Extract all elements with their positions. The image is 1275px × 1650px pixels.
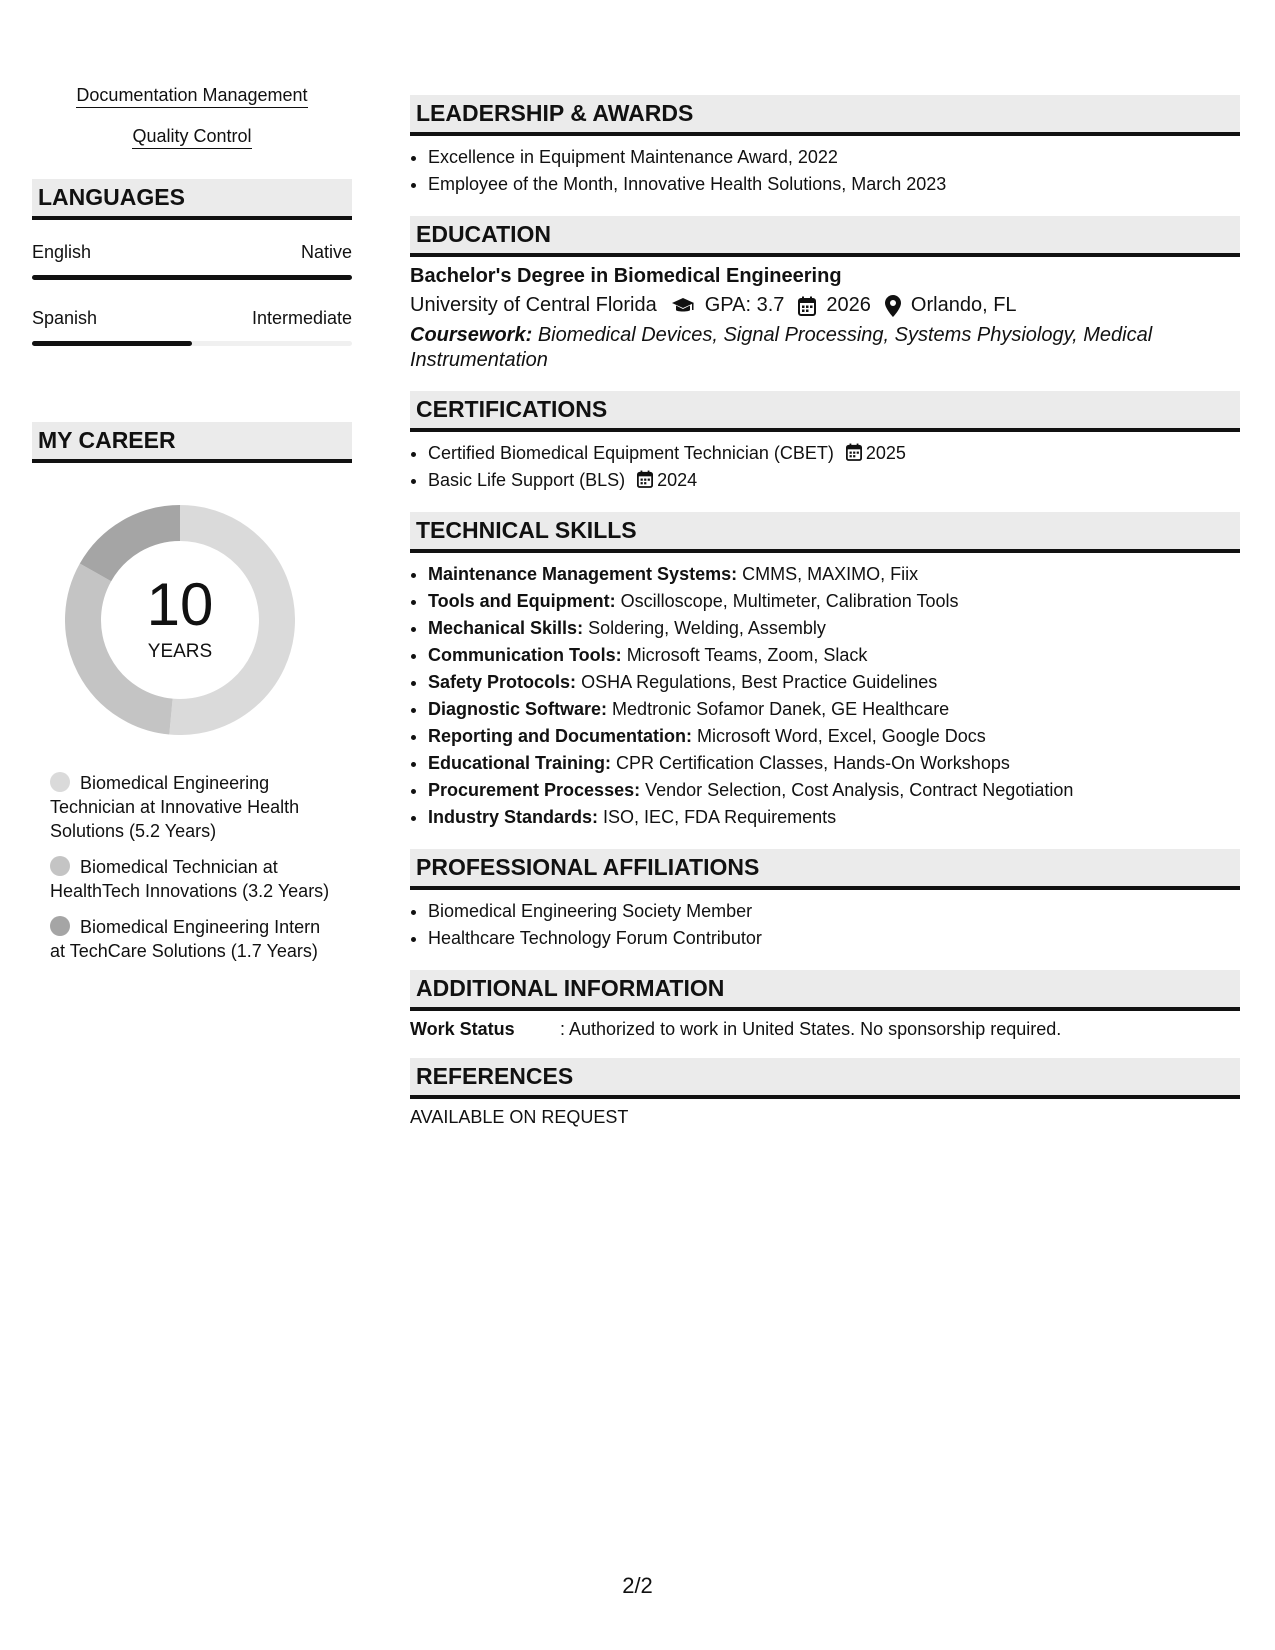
degree-title: Bachelor's Degree in Biomedical Engineering — [410, 265, 842, 287]
work-status-value: : Authorized to work in United States. No sponsorship required. — [560, 1019, 1062, 1039]
list-item: • Healthcare Technology Forum Contributor — [428, 925, 1240, 952]
school-name: University of Central Florida — [410, 294, 657, 316]
education-section — [410, 216, 1240, 373]
right-column — [410, 95, 1240, 1146]
work-status-label: Work Status — [410, 1019, 515, 1039]
list-item: • Biomedical Engineering Society Member — [428, 898, 1240, 925]
language-row — [32, 242, 352, 263]
coursework-list: Biomedical Devices, Signal Processing, Systems Physiology, Medical Instrumentation — [410, 324, 1153, 371]
language-bar-fill — [32, 341, 192, 346]
list-item: • Diagnostic Software: Medtronic Sofamor Danek, GE Healthcare — [428, 696, 1240, 723]
skill-item: Documentation Management — [32, 85, 352, 106]
languages-heading: LANGUAGES — [32, 179, 352, 220]
list-item: • Educational Training: CPR Certification Classes, Hands-On Workshops — [428, 750, 1240, 777]
career-donut-chart — [65, 505, 295, 735]
certification-year: 2024 — [657, 470, 698, 490]
language-bar — [32, 275, 352, 280]
language-name: Spanish — [32, 308, 98, 328]
technical-skills-list — [410, 561, 1240, 831]
language-bar — [32, 341, 352, 346]
calendar-icon — [798, 296, 816, 316]
map-pin-icon — [885, 295, 901, 317]
list-item: • Procurement Processes: Vendor Selection, Cost Analysis, Contract Negotiation — [428, 777, 1240, 804]
affiliations-section — [410, 849, 1240, 952]
calendar-icon — [846, 443, 862, 461]
certification-year: 2025 — [865, 443, 906, 463]
school-location: Orlando, FL — [910, 294, 1017, 316]
donut-segment — [95, 523, 180, 572]
references-text: AVAILABLE ON REQUEST — [410, 1107, 629, 1127]
career-item: Biomedical Engineering Intern at TechCare Solutions (1.7 Years) — [50, 917, 321, 961]
language-bar-fill — [32, 275, 352, 280]
career-dot-icon — [50, 916, 70, 936]
language-level: Intermediate — [251, 308, 352, 328]
education-details — [410, 294, 1240, 317]
leadership-heading: LEADERSHIP & AWARDS — [410, 95, 1240, 136]
career-heading: MY CAREER — [32, 422, 352, 463]
list-item: • Safety Protocols: OSHA Regulations, Best Practice Guidelines — [428, 669, 1240, 696]
list-item: • Employee of the Month, Innovative Health Solutions, March 2023 — [428, 171, 1240, 198]
career-years-label: YEARS — [147, 641, 213, 662]
certification-name: Basic Life Support (BLS) — [428, 470, 626, 490]
certifications-section — [410, 391, 1240, 494]
certifications-heading: CERTIFICATIONS — [410, 391, 1240, 432]
technical-skills-heading: TECHNICAL SKILLS — [410, 512, 1240, 553]
left-column — [32, 85, 352, 975]
coursework-label: Coursework: — [410, 324, 533, 346]
education-heading: EDUCATION — [410, 216, 1240, 257]
career-list — [32, 771, 352, 963]
list-item: • Mechanical Skills: Soldering, Welding, Assembly — [428, 615, 1240, 642]
list-item: • Industry Standards: ISO, IEC, FDA Requirements — [428, 804, 1240, 831]
affiliations-heading: PROFESSIONAL AFFILIATIONS — [410, 849, 1240, 890]
graduation-year: 2026 — [826, 294, 871, 316]
additional-info-heading: ADDITIONAL INFORMATION — [410, 970, 1240, 1011]
career-item: Biomedical Engineering Technician at Innovative Health Solutions (5.2 Years) — [50, 773, 300, 841]
skill-item: Quality Control — [32, 126, 352, 147]
language-level: Native — [300, 242, 352, 262]
certifications-list — [410, 440, 1240, 494]
gpa: GPA: 3.7 — [704, 294, 785, 316]
leadership-section — [410, 95, 1240, 198]
list-item: • Maintenance Management Systems: CMMS, MAXIMO, Fiix — [428, 561, 1240, 588]
list-item: • Communication Tools: Microsoft Teams, Zoom, Slack — [428, 642, 1240, 669]
affiliations-list — [410, 898, 1240, 952]
career-dot-icon — [50, 856, 70, 876]
list-item — [428, 467, 1240, 494]
work-status-row — [410, 1019, 1240, 1040]
list-item: • Reporting and Documentation: Microsoft Word, Excel, Google Docs — [428, 723, 1240, 750]
graduation-cap-icon — [671, 297, 695, 315]
additional-info-section — [410, 970, 1240, 1040]
list-item: • Tools and Equipment: Oscilloscope, Multimeter, Calibration Tools — [428, 588, 1240, 615]
coursework — [410, 323, 1240, 373]
language-row — [32, 308, 352, 329]
career-item: Biomedical Technician at HealthTech Innovations (3.2 Years) — [50, 857, 330, 901]
page-number: 2/2 — [622, 1573, 653, 1598]
calendar-icon — [637, 470, 653, 488]
list-item: • Excellence in Equipment Maintenance Award, 2022 — [428, 144, 1240, 171]
certification-name: Certified Biomedical Equipment Technician (CBET) — [428, 443, 834, 463]
leadership-list — [410, 144, 1240, 198]
list-item — [428, 440, 1240, 467]
references-heading: REFERENCES — [410, 1058, 1240, 1099]
technical-skills-section — [410, 512, 1240, 831]
references-section — [410, 1058, 1240, 1128]
career-total-years: 10 — [146, 571, 214, 638]
career-dot-icon — [50, 772, 70, 792]
language-name: English — [32, 242, 92, 262]
